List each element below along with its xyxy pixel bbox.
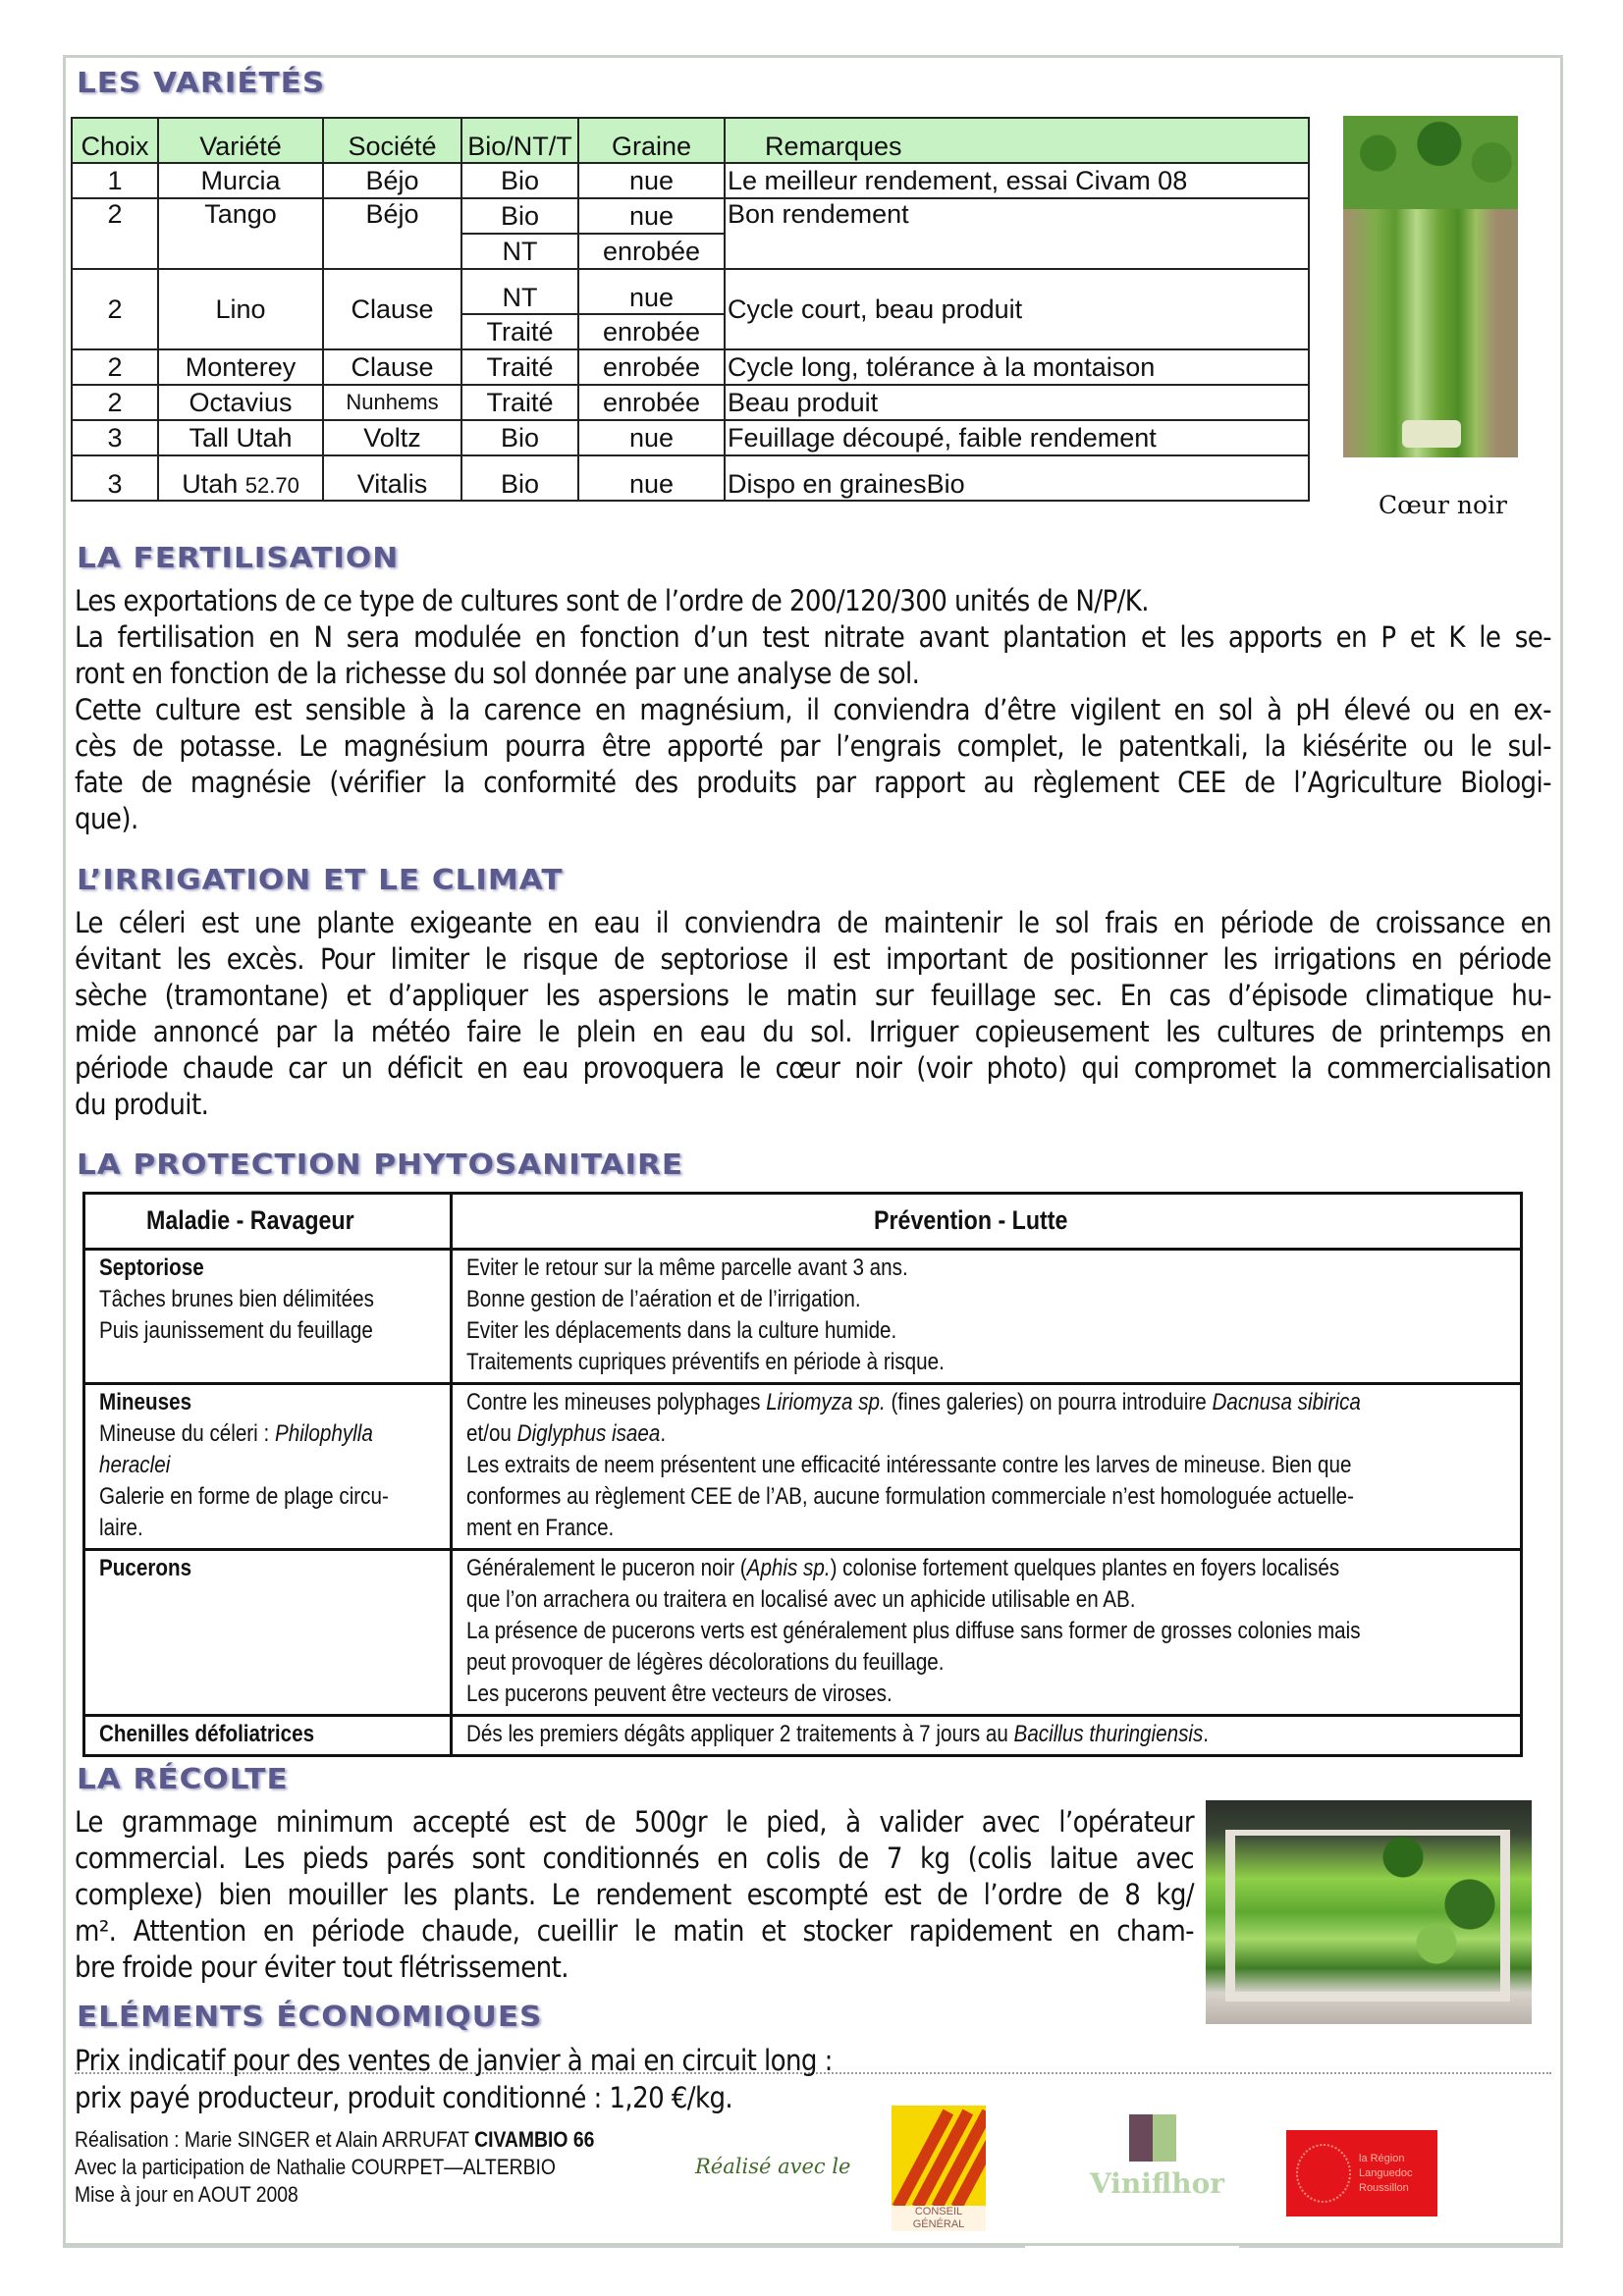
cell-societe: Nunhems: [323, 385, 461, 420]
cell-pest: [84, 1550, 452, 1716]
pest-desc: [99, 1450, 389, 1481]
cell-graine: enrobée: [578, 349, 725, 385]
text-line: du produit.: [75, 1088, 209, 1121]
text-line: Les exportations de ce type de cultures sont de l’ordre de 200/120/300 unités de N/P/K.: [75, 584, 1149, 617]
logo-text: [1359, 2152, 1412, 2196]
prevention-line: conformes au règlement CEE de l’AB, aucune formulation commerciale n’est homologuée actuelle-: [465, 1483, 1354, 1510]
cell-prevention: [451, 1716, 1521, 1756]
cell-societe: Clause: [323, 269, 461, 349]
species-name: Dacnusa sibirica: [1212, 1389, 1361, 1415]
pest-name: Mineuses: [99, 1389, 192, 1415]
text: Contre les mineuses polyphages: [465, 1389, 767, 1415]
cell-choix: 2: [72, 349, 158, 385]
text-line: cès de potasse. Le magnésium pourra être apporté par l’engrais complet, le patentkali, la kiésérite ou le sul-: [75, 729, 1551, 763]
varieties-table: [71, 117, 1310, 502]
pest-desc: Tâches brunes bien délimitées: [99, 1286, 374, 1312]
prevention-line: La présence de pucerons verts est généralement plus diffuse sans former de grosses colonies mais: [465, 1618, 1361, 1644]
section-title-varieties: LES VARIÉTÉS: [77, 67, 326, 100]
cell-prevention: [451, 1550, 1521, 1716]
variete-suffix: 52.70: [244, 473, 299, 498]
prevention-line: peut provoquer de légères décolorations du feuillage.: [465, 1649, 945, 1676]
bottom-rule: [1239, 2244, 1563, 2248]
cell-type: Bio: [461, 163, 578, 198]
prevention-line: ment en France.: [465, 1515, 615, 1541]
cell-variete: Tango: [158, 198, 323, 269]
table-header-row: [84, 1194, 1522, 1250]
variete-name: Utah: [182, 469, 239, 499]
cell-variete: Octavius: [158, 385, 323, 420]
text-line: période chaude car un déficit en eau provoquera le cœur noir (voir photo) qui compromet la commercialisation: [75, 1051, 1551, 1085]
pest-name: Pucerons: [99, 1555, 192, 1581]
species-name: Philophylla: [274, 1420, 373, 1447]
cell-type: Bio: [461, 198, 578, 234]
photo-greens: [1353, 1810, 1520, 1967]
cell-choix: 3: [72, 455, 158, 501]
header-text: Maladie - Ravageur: [146, 1205, 355, 1235]
pest-name: Septoriose: [99, 1255, 204, 1281]
prevention-line: [466, 1553, 1361, 1584]
credits-line-1: [75, 2126, 594, 2154]
logo-text: Viniflhor: [1090, 2167, 1225, 2200]
prevention-line: [466, 1387, 1361, 1418]
cell-remarque: Bon rendement: [725, 198, 1309, 269]
made-with-label: Réalisé avec le: [695, 2155, 851, 2178]
cell-societe: Vitalis: [323, 455, 461, 501]
table-row: [72, 420, 1309, 455]
cell-type: NT: [461, 269, 578, 314]
prevention-line: Bonne gestion de l’aération et de l’irrigation.: [465, 1286, 861, 1312]
cell-choix: 1: [72, 163, 158, 198]
cell-variete: Murcia: [158, 163, 323, 198]
cell-remarque: Feuillage découpé, faible rendement: [725, 420, 1309, 455]
cell-type: Traité: [461, 349, 578, 385]
species-name: Bacillus thuringiensis: [1013, 1721, 1204, 1747]
table-row: [72, 455, 1309, 501]
region-logo: [1286, 2130, 1437, 2216]
cell-type: Bio: [461, 420, 578, 455]
col-header-prevention: [451, 1194, 1521, 1250]
table-header-row: [72, 118, 1309, 163]
logo-text: CONSEIL GÉNÉRAL: [892, 2206, 986, 2231]
logo-block: [1129, 2114, 1153, 2162]
text: .: [1203, 1721, 1209, 1747]
celery-heart-photo: [1343, 116, 1518, 457]
section-title-economics: ELÉMENTS ÉCONOMIQUES: [77, 2001, 543, 2034]
prevention-line: que l’on arrachera ou traitera en localisé avec un aphicide utilisable en AB.: [465, 1586, 1136, 1613]
cell-graine: nue: [578, 163, 725, 198]
cell-remarque: Beau produit: [725, 385, 1309, 420]
text: et/ou: [465, 1420, 517, 1447]
section-title-protection: LA PROTECTION PHYTOSANITAIRE: [77, 1148, 684, 1182]
prevention-line: Eviter les déplacements dans la culture humide.: [465, 1317, 897, 1344]
cell-type: Bio: [461, 455, 578, 501]
col-header-maladie: [84, 1194, 452, 1250]
fertilisation-text: [75, 583, 1551, 837]
species-name: Diglyphus isaea: [516, 1420, 661, 1447]
cell-choix: 2: [72, 385, 158, 420]
cell-graine: enrobée: [578, 385, 725, 420]
cell-remarque: Cycle court, beau produit: [725, 269, 1309, 349]
cell-remarque: Dispo en grainesBio: [725, 455, 1309, 501]
cell-remarque: Le meilleur rendement, essai Civam 08: [725, 163, 1309, 198]
text: Dés les premiers dégâts appliquer 2 traitements à 7 jours au: [465, 1721, 1014, 1747]
cell-prevention: [451, 1384, 1521, 1550]
col-header-choix: Choix: [72, 118, 158, 163]
credits-org: CIVAMBIO 66: [474, 2127, 595, 2152]
viniflhor-logo: [1090, 2112, 1225, 2220]
conseil-general-logo: [892, 2106, 986, 2231]
pest-desc: Galerie en forme de plage circu-: [99, 1483, 389, 1510]
economics-line-1: Prix indicatif pour des ventes de janvier à mai en circuit long :: [75, 2043, 1551, 2074]
col-header-variete: Variété: [158, 118, 323, 163]
cell-societe: Voltz: [323, 420, 461, 455]
cell-variete: Lino: [158, 269, 323, 349]
credits-line-3: Mise à jour en AOUT 2008: [75, 2182, 298, 2207]
irrigation-text: [75, 905, 1551, 1123]
photo-caption: Cœur noir: [1379, 491, 1507, 519]
logo-line: Roussillon: [1359, 2182, 1409, 2194]
cell-type: Traité: [461, 385, 578, 420]
cell-graine: enrobée: [578, 314, 725, 349]
text: (fines galeries) on pourra introduire: [885, 1389, 1213, 1415]
text-line: Le grammage minimum accepté est de 500gr le pied, à valider avec l’opérateur: [75, 1805, 1194, 1839]
cell-societe: Clause: [323, 349, 461, 385]
text-line: La fertilisation en N sera modulée en fonction d’un test nitrate avant plantation et les apports en P et K le se-: [75, 620, 1551, 654]
cell-choix: 2: [72, 269, 158, 349]
text-line: complexe) bien mouiller les plants. Le rendement escompté est de l’ordre de 8 kg/: [75, 1878, 1194, 1911]
occitan-cross-icon: [1296, 2144, 1351, 2203]
pest-name: Chenilles défoliatrices: [99, 1721, 315, 1747]
cell-type: Traité: [461, 314, 578, 349]
bottom-rule: [63, 2244, 1025, 2248]
cell-variete: Monterey: [158, 349, 323, 385]
cell-variete: Tall Utah: [158, 420, 323, 455]
cell-societe: Béjo: [323, 163, 461, 198]
harvest-text: [75, 1804, 1194, 1986]
photo-base: [1402, 420, 1461, 448]
economics-line-2: prix payé producteur, produit conditionné : 1,20 €/kg.: [75, 2081, 733, 2114]
text-line: ront en fonction de la richesse du sol donnée par une analyse de sol.: [75, 657, 920, 690]
table-row: [72, 269, 1309, 314]
section-title-fertilisation: LA FERTILISATION: [77, 542, 400, 575]
table-row-septoriose: [84, 1250, 1522, 1384]
section-title-harvest: LA RÉCOLTE: [77, 1763, 289, 1796]
table-row-pucerons: [84, 1550, 1522, 1716]
col-header-societe: Société: [323, 118, 461, 163]
text-line: mide annoncé par la météo faire le plein en eau du sol. Irriguer copieusement les cultures de printemps en: [75, 1015, 1551, 1048]
cell-graine: enrobée: [578, 234, 725, 269]
desc-text: Mineuse du céleri :: [99, 1420, 275, 1447]
text-line: évitant les excès. Pour limiter le risque de septoriose il est important de positionner les irrigations en période: [75, 942, 1551, 976]
celery-crate-photo: [1206, 1800, 1532, 2024]
cell-variete: [158, 455, 323, 501]
cell-pest: [84, 1384, 452, 1550]
cell-societe: Béjo: [323, 198, 461, 269]
section-title-irrigation: L’IRRIGATION ET LE CLIMAT: [77, 864, 564, 897]
cell-graine: nue: [578, 455, 725, 501]
cell-graine: nue: [578, 420, 725, 455]
cell-type: NT: [461, 234, 578, 269]
species-name: Aphis sp.: [746, 1555, 831, 1581]
cell-prevention: [451, 1250, 1521, 1384]
col-header-graine: Graine: [578, 118, 725, 163]
species-name: heraclei: [99, 1452, 171, 1478]
col-header-type: Bio/NT/T: [461, 118, 578, 163]
prevention-line: [466, 1719, 1361, 1750]
prevention-line: Eviter le retour sur la même parcelle avant 3 ans.: [465, 1255, 908, 1281]
cell-pest: [84, 1716, 452, 1756]
prevention-line: Traitements cupriques préventifs en période à risque.: [465, 1349, 945, 1375]
table-row-chenilles: [84, 1716, 1522, 1756]
prevention-line: [466, 1418, 1361, 1450]
table-row: [72, 163, 1309, 198]
pest-desc: laire.: [99, 1515, 143, 1541]
table-row: [72, 349, 1309, 385]
cell-pest: [84, 1250, 452, 1384]
species-name: Liriomyza sp.: [766, 1389, 886, 1415]
col-header-remarques: Remarques: [725, 118, 1309, 163]
cell-graine: nue: [578, 198, 725, 234]
logo-block: [1153, 2114, 1176, 2162]
text: .: [660, 1420, 666, 1447]
photo-leaves: [1343, 116, 1518, 209]
text: ) colonise fortement quelques plantes en foyers localisés: [830, 1555, 1340, 1581]
phyto-table: [82, 1192, 1523, 1757]
text-line: Le céleri est une plante exigeante en eau il conviendra de maintenir le sol frais en période de croissance en: [75, 906, 1551, 939]
table-row: [72, 198, 1309, 234]
text-line: fate de magnésie (vérifier la conformité des produits par rapport au règlement CEE de l’Agriculture Biologi-: [75, 766, 1551, 799]
cell-choix: 3: [72, 420, 158, 455]
prevention-line: Les extraits de neem présentent une efficacité intéressante contre les larves de mineuse. Bien que: [465, 1452, 1352, 1478]
text-line: Cette culture est sensible à la carence en magnésium, il conviendra d’être vigilent en sol à pH élevé ou en ex-: [75, 693, 1551, 726]
table-row-mineuses: [84, 1384, 1522, 1550]
logo-line: la Région: [1359, 2153, 1405, 2164]
credits-text: Réalisation : Marie SINGER et Alain ARRUFAT: [75, 2127, 475, 2152]
text-line: que).: [75, 802, 138, 835]
cell-choix: 2: [72, 198, 158, 269]
cell-graine: nue: [578, 269, 725, 314]
pest-desc: [99, 1418, 389, 1450]
text-line: commercial. Les pieds parés sont conditionnés en colis de 7 kg (colis laitue avec: [75, 1842, 1194, 1875]
credits-line-2: Avec la participation de Nathalie COURPET—ALTERBIO: [75, 2155, 556, 2179]
prevention-line: Les pucerons peuvent être vecteurs de viroses.: [465, 1681, 893, 1707]
credits: [75, 2126, 666, 2209]
cell-remarque: Cycle long, tolérance à la montaison: [725, 349, 1309, 385]
text-line: bre froide pour éviter tout flétrissement.: [75, 1950, 568, 1984]
text-line: m². Attention en période chaude, cueillir le matin et stocker rapidement en cham-: [75, 1914, 1194, 1948]
text-line: sèche (tramontane) et d’appliquer les aspersions le matin sur feuillage sec. En cas d’épisode climatique hu-: [75, 979, 1551, 1012]
logo-line: Languedoc: [1359, 2167, 1413, 2179]
text: Généralement le puceron noir (: [465, 1555, 747, 1581]
pest-desc: Puis jaunissement du feuillage: [99, 1317, 373, 1344]
table-row: [72, 385, 1309, 420]
header-text: Prévention - Lutte: [873, 1205, 1068, 1235]
